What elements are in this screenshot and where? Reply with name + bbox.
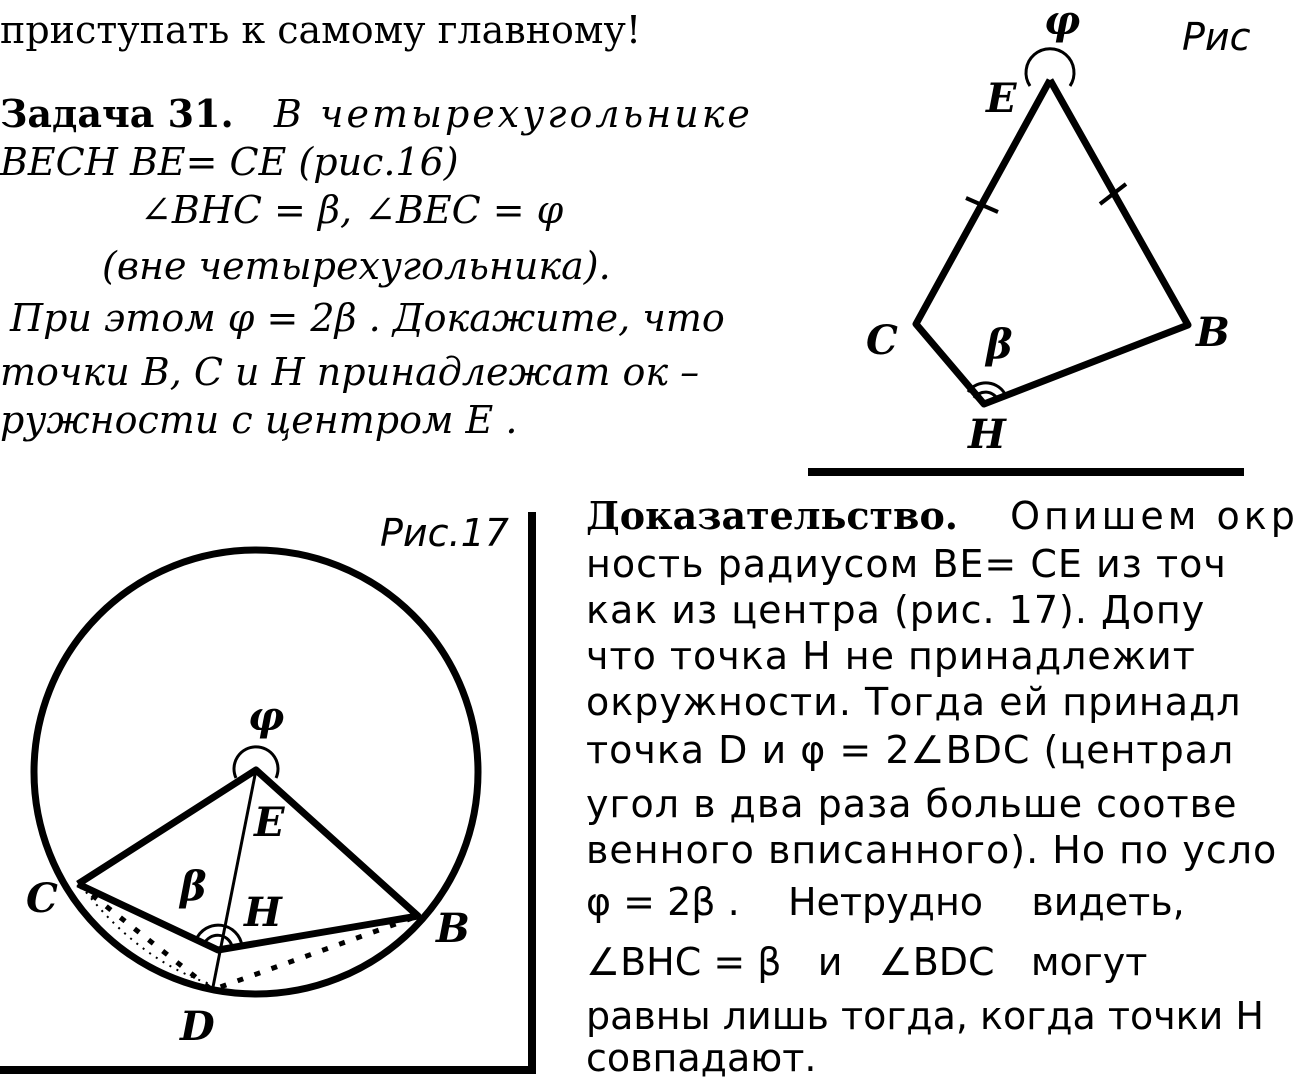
label-b: B	[1196, 309, 1230, 356]
proof-line: совпадают.	[586, 1036, 817, 1080]
proof-line: венного вписанного). Но по усло	[586, 828, 1278, 872]
task-line: точки B, C и H принадлежат ок –	[0, 350, 700, 394]
label-phi: φ	[248, 693, 285, 740]
proof-line-1	[586, 494, 1299, 538]
proof-line: угол в два раза больше соотве	[586, 782, 1238, 826]
task-line: BECH BE= CE (рис.16)	[0, 140, 459, 184]
label-c: C	[26, 875, 58, 922]
label-h: H	[968, 411, 1006, 458]
task-line: ружности с центром E .	[0, 398, 518, 442]
proof-line: φ = 2β . Нетрудно видеть,	[586, 880, 1185, 924]
label-beta: β	[180, 863, 207, 910]
proof-heading: Доказательство.	[586, 493, 959, 538]
proof-line: ность радиусом BE= CE из точ	[586, 542, 1227, 586]
label-e: E	[986, 75, 1017, 122]
proof-line: равны лишь тогда, когда точки H	[586, 994, 1264, 1038]
figure-16-caption: Рис	[1182, 15, 1251, 59]
quadrilateral-becH	[916, 80, 1188, 404]
label-beta: β	[986, 321, 1013, 368]
task-line: ∠BHC = β, ∠BEC = φ	[140, 188, 564, 232]
task-line: (вне четырехугольника).	[102, 244, 611, 288]
segment-ed	[212, 770, 256, 992]
proof-line: Опишем окр	[1010, 494, 1299, 538]
task-heading: Задача 31.	[0, 91, 234, 136]
proof-line: ∠BHC = β и ∠BDC могут	[586, 940, 1148, 984]
label-d: D	[180, 1003, 215, 1050]
figure-17-caption: Рис.17	[380, 511, 509, 555]
label-h: H	[244, 889, 282, 936]
proof-line: точка D и φ = 2∠BDC (централ	[586, 728, 1235, 772]
figure-17	[0, 480, 540, 1076]
proof-line: что точка H не принадлежит	[586, 634, 1196, 678]
label-phi: φ	[1044, 0, 1081, 44]
label-c: C	[866, 317, 898, 364]
task-line: При этом φ = 2β . Докажите, что	[10, 296, 725, 340]
figure-16	[0, 0, 1251, 480]
intro-line: приступать к самому главному!	[0, 8, 642, 52]
label-e: E	[254, 799, 285, 846]
task-line: В четырехугольнике	[273, 92, 753, 136]
proof-line: окружности. Тогда ей принадл	[586, 680, 1242, 724]
proof-line: как из центра (рис. 17). Допу	[586, 588, 1206, 632]
label-b: B	[436, 905, 470, 952]
